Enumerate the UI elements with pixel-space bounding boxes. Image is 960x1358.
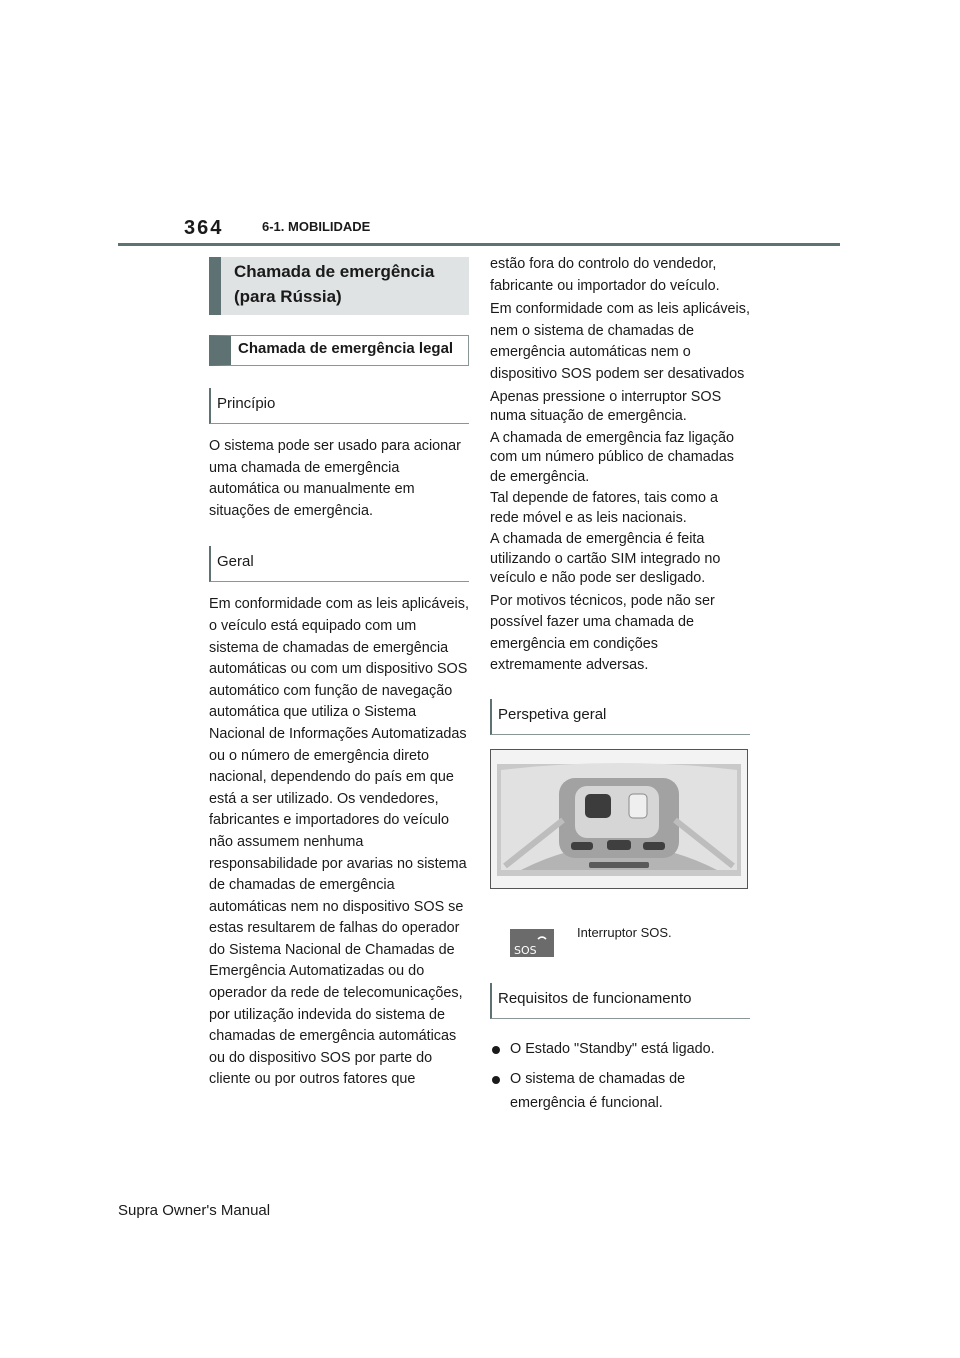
sos-icon-label: SOS [514,943,537,957]
paragraph-pressione: Apenas pressione o interruptor SOS numa situação de emergência. [490,388,722,425]
page-number: 364 [184,217,224,239]
geral-heading: Geral [209,546,469,582]
left-column [209,257,469,1091]
requirements-list [490,1037,750,1115]
overhead-console-illustration [491,750,747,888]
paragraph-leis: Em conformidade com as leis aplicáveis, nem o sistema de chamadas de emergência automáticas nem o dispositivo SOS podem ser desativados [490,301,750,382]
subsection-title: Chamada de emergência legal [209,335,469,366]
paragraph-sim: A chamada de emergência é feita utilizando o cartão SIM integrado no veículo e não pode ser desligado. [490,531,721,587]
paragraph-motivos: Por motivos técnicos, pode não ser possível fazer uma chamada de emergência em condições extremamente adversas. [490,592,715,674]
paragraph-ligacao: A chamada de emergência faz ligação com um número público de chamadas de emergência. [490,429,734,485]
legend-text: Interruptor SOS. [577,924,672,940]
principio-paragraph: O sistema pode ser usado para acionar uma chamada de emergência automática ou manualmente em situações de emergência. [209,438,461,519]
section-title: Chamada de emergência (para Rússia) [209,257,469,315]
sos-button-icon [510,929,554,957]
requirement-item: O Estado "Standby" está ligado. [490,1037,750,1061]
principio-heading: Princípio [209,388,469,424]
requirement-item: O sistema de chamadas de emergência é funcional. [490,1067,750,1115]
overview-heading: Perspetiva geral [490,699,750,735]
geral-paragraph: Em conformidade com as leis aplicáveis, o veículo está equipado com um sistema de chamadas de emergência automáticas ou com um dispositivo SOS automático com função de navegação automática que utiliza o Sistema Nacional de Informações Automatizadas ou o número de emergência direto nacional, dependendo do país em que está a ser utilizado. Os vendedores, fabricantes e importadores do veículo não assumem nenhuma responsabilidade por avarias no sistema de chamadas de emergência automáticas nem no dispositivo SOS se estas resultarem de falhas do operador do Sistema Nacional de Chamadas de Emergência Automatizadas ou do operador da rede de telecomunicações, por utilização indevida do sistema de chamadas de emergência automáticas ou do dispositivo SOS por parte do cliente ou por outros fatores que [209,596,469,1088]
paragraph-controlo: estão fora do controlo do vendedor, fabricante ou importador do veículo. [490,256,720,294]
footer-manual-title: Supra Owner's Manual [118,1202,271,1219]
figure-legend [490,923,750,983]
right-column [490,254,750,1121]
header-rule [118,243,840,246]
requirements-heading: Requisitos de funcionamento [490,983,750,1019]
section-label: 6-1. MOBILIDADE [262,219,371,234]
overhead-console-figure [490,749,748,889]
paragraph-fatores: Tal depende de fatores, tais como a rede móvel e as leis nacionais. [490,490,718,526]
